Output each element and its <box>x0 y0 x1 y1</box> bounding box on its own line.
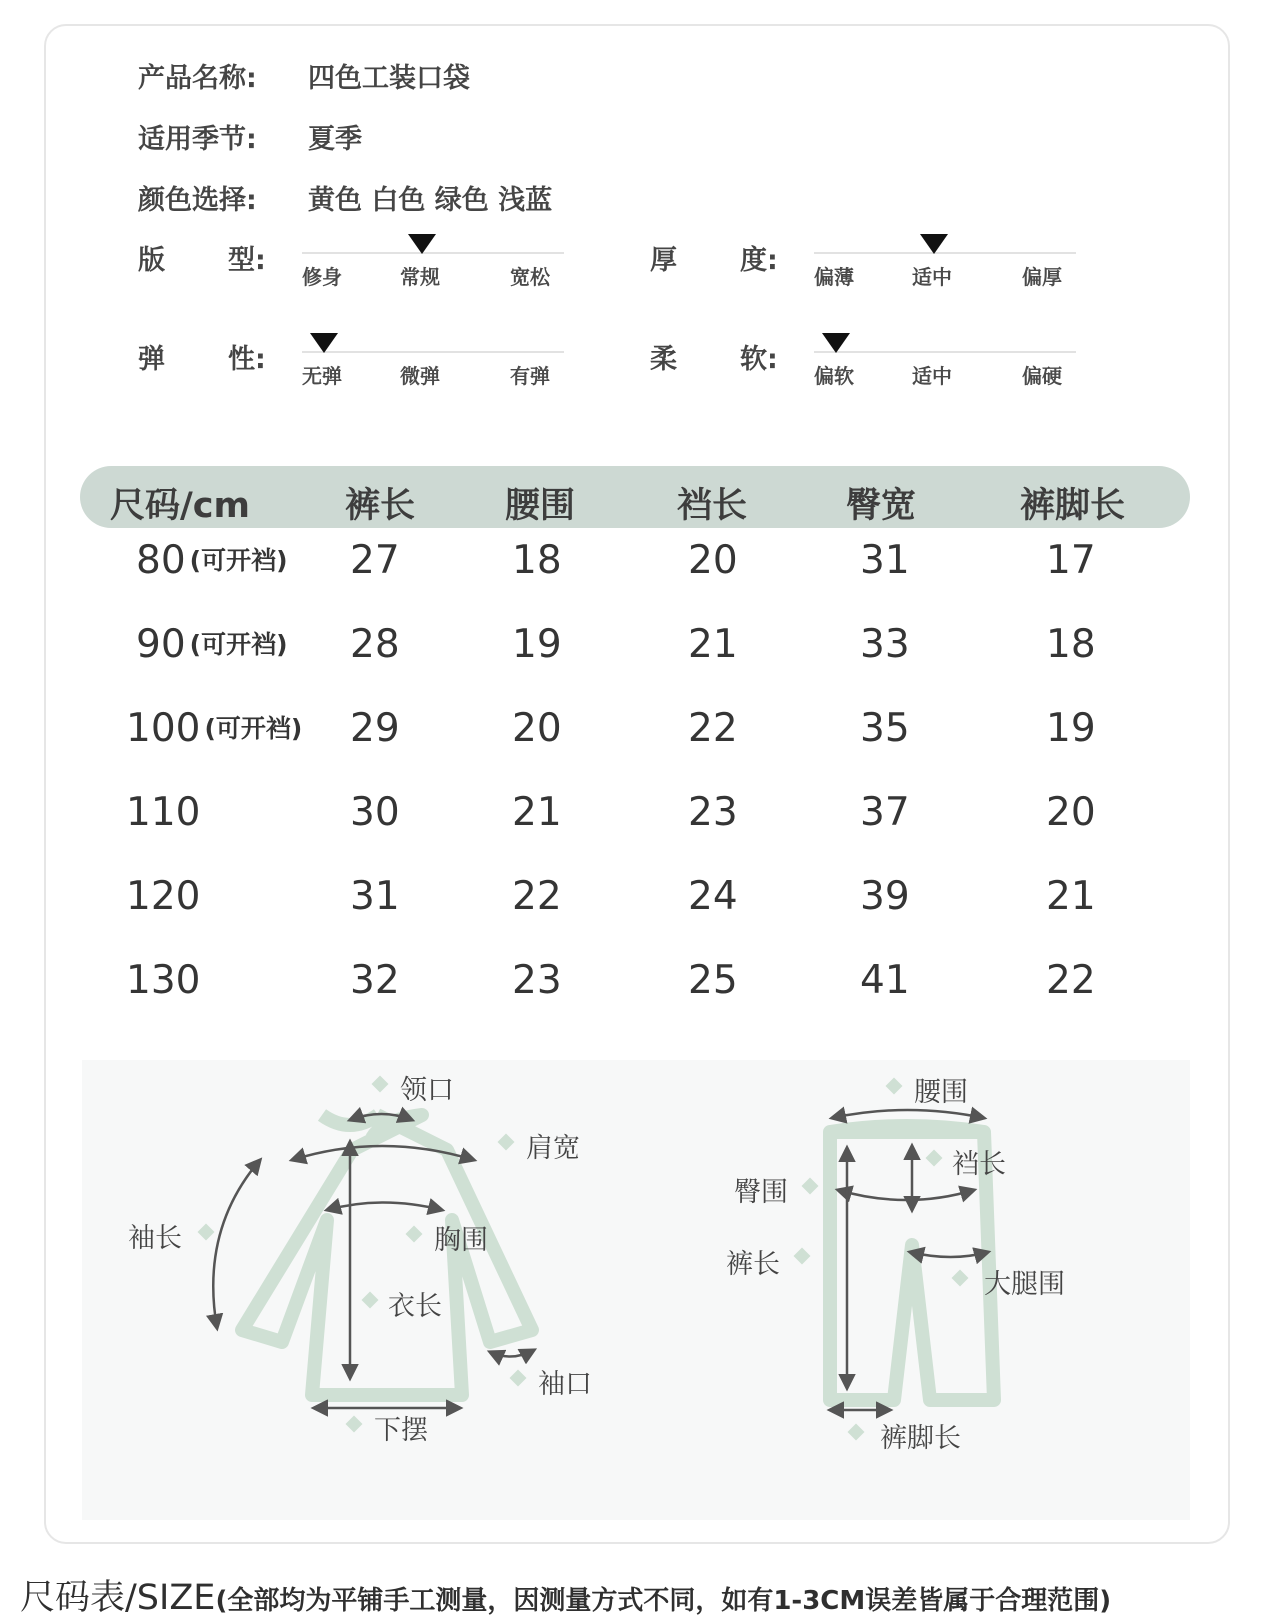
season-row <box>138 117 362 156</box>
table-cell: 19 <box>1046 706 1096 751</box>
elastic-option-0: 无弹 <box>302 364 342 388</box>
jacket-outline <box>242 1115 532 1395</box>
label-shoulder: 肩宽 <box>526 1133 580 1164</box>
thickness-label-1: 厚 <box>650 245 677 276</box>
size-cell <box>126 706 302 751</box>
header-size: 尺码/cm <box>110 486 251 526</box>
table-cell: 23 <box>512 958 562 1003</box>
footer-note: (全部均为平铺手工测量，因测量方式不同，如有1-3CM误差皆属于合理范围) <box>215 1586 1112 1616</box>
elastic-scale <box>302 336 564 386</box>
header-leg-opening: 裤脚长 <box>1020 486 1126 526</box>
thickness-option-2: 偏厚 <box>1022 265 1062 289</box>
size-value: 90 <box>136 622 186 667</box>
label-hip: 臀围 <box>734 1177 788 1208</box>
elastic-selected-marker <box>310 333 338 353</box>
label-chest: 胸围 <box>434 1225 488 1256</box>
elastic-option-2: 有弹 <box>510 364 550 388</box>
label-length: 衣长 <box>388 1291 442 1322</box>
jacket-arrows <box>213 1114 534 1408</box>
header-crotch: 裆长 <box>677 486 748 526</box>
measurement-diagram <box>82 1060 1190 1520</box>
table-cell: 27 <box>350 538 400 583</box>
softness-option-1: 适中 <box>912 364 952 388</box>
table-cell: 37 <box>860 790 910 835</box>
table-cell: 31 <box>860 538 910 583</box>
table-cell: 21 <box>512 790 562 835</box>
table-cell: 24 <box>688 874 738 919</box>
table-cell: 17 <box>1046 538 1096 583</box>
elastic-scale-line <box>302 351 564 353</box>
fit-selected-marker <box>408 234 436 254</box>
softness-option-0: 偏软 <box>814 364 854 388</box>
softness-label-1: 柔 <box>650 344 677 375</box>
thickness-option-1: 适中 <box>912 265 952 289</box>
header-pants-length: 裤长 <box>345 486 416 526</box>
table-cell: 22 <box>1046 958 1096 1003</box>
header-hip: 臀宽 <box>846 486 917 526</box>
table-cell: 39 <box>860 874 910 919</box>
color-label: 颜色选择: <box>138 185 257 216</box>
size-chart-footer <box>20 1570 1111 1620</box>
table-cell: 22 <box>688 706 738 751</box>
softness-option-2: 偏硬 <box>1022 364 1062 388</box>
fit-label-2: 型: <box>228 245 266 276</box>
table-row <box>0 538 1280 598</box>
size-cell <box>126 874 200 919</box>
thickness-selected-marker <box>920 234 948 254</box>
thickness-label-2: 度: <box>740 245 778 276</box>
fit-option-2: 宽松 <box>510 265 550 289</box>
fit-label-1: 版 <box>138 245 165 276</box>
label-collar: 领口 <box>400 1075 454 1106</box>
table-cell: 20 <box>512 706 562 751</box>
table-row <box>0 958 1280 1018</box>
season-value: 夏季 <box>308 124 362 155</box>
thickness-option-0: 偏薄 <box>814 265 854 289</box>
elastic-label-2: 性: <box>228 344 266 375</box>
label-sleeve: 袖长 <box>128 1223 182 1254</box>
label-thigh: 大腿围 <box>984 1269 1065 1300</box>
color-value: 黄色 白色 绿色 浅蓝 <box>308 185 553 216</box>
table-cell: 19 <box>512 622 562 667</box>
table-cell: 18 <box>512 538 562 583</box>
table-cell: 20 <box>1046 790 1096 835</box>
table-row <box>0 874 1280 934</box>
table-cell: 21 <box>688 622 738 667</box>
size-note: (可开裆) <box>189 630 288 659</box>
size-value: 100 <box>126 706 201 751</box>
table-cell: 33 <box>860 622 910 667</box>
table-row <box>0 706 1280 766</box>
table-cell: 32 <box>350 958 400 1003</box>
color-row <box>138 178 552 217</box>
product-name-value: 四色工装口袋 <box>308 63 470 94</box>
softness-label-2: 软: <box>740 344 778 375</box>
thickness-scale <box>814 237 1076 287</box>
size-cell <box>126 790 200 835</box>
table-cell: 29 <box>350 706 400 751</box>
label-hem: 下摆 <box>374 1415 428 1446</box>
label-crotch: 裆长 <box>952 1149 1006 1180</box>
label-leg-opening: 裤脚长 <box>880 1423 961 1454</box>
size-cell <box>136 622 288 667</box>
softness-selected-marker <box>822 333 850 353</box>
size-value: 80 <box>136 538 186 583</box>
size-cell <box>136 538 288 583</box>
table-row <box>0 622 1280 682</box>
softness-scale <box>814 336 1076 386</box>
table-row <box>0 790 1280 850</box>
fit-scale <box>302 237 564 287</box>
season-label: 适用季节: <box>138 124 257 155</box>
table-cell: 18 <box>1046 622 1096 667</box>
table-cell: 31 <box>350 874 400 919</box>
header-waist: 腰围 <box>505 486 576 526</box>
size-note: (可开裆) <box>204 714 303 743</box>
table-cell: 20 <box>688 538 738 583</box>
table-cell: 25 <box>688 958 738 1003</box>
table-cell: 41 <box>860 958 910 1003</box>
size-value: 120 <box>126 874 201 919</box>
table-cell: 23 <box>688 790 738 835</box>
softness-scale-line <box>814 351 1076 353</box>
product-name-label: 产品名称: <box>138 63 257 94</box>
table-cell: 28 <box>350 622 400 667</box>
size-note: (可开裆) <box>189 546 288 575</box>
size-cell <box>126 958 200 1003</box>
table-cell: 35 <box>860 706 910 751</box>
fit-option-0: 修身 <box>302 265 342 289</box>
label-waist: 腰围 <box>914 1077 968 1108</box>
footer-title: 尺码表/SIZE <box>20 1578 216 1618</box>
table-cell: 30 <box>350 790 400 835</box>
elastic-label-1: 弹 <box>138 344 165 375</box>
fit-option-1: 常规 <box>400 265 440 289</box>
size-value: 110 <box>126 790 201 835</box>
size-value: 130 <box>126 958 201 1003</box>
label-pants-length: 裤长 <box>726 1249 780 1280</box>
product-name-row <box>138 56 470 95</box>
table-cell: 22 <box>512 874 562 919</box>
elastic-option-1: 微弹 <box>400 364 440 388</box>
table-cell: 21 <box>1046 874 1096 919</box>
label-cuff: 袖口 <box>538 1369 592 1400</box>
